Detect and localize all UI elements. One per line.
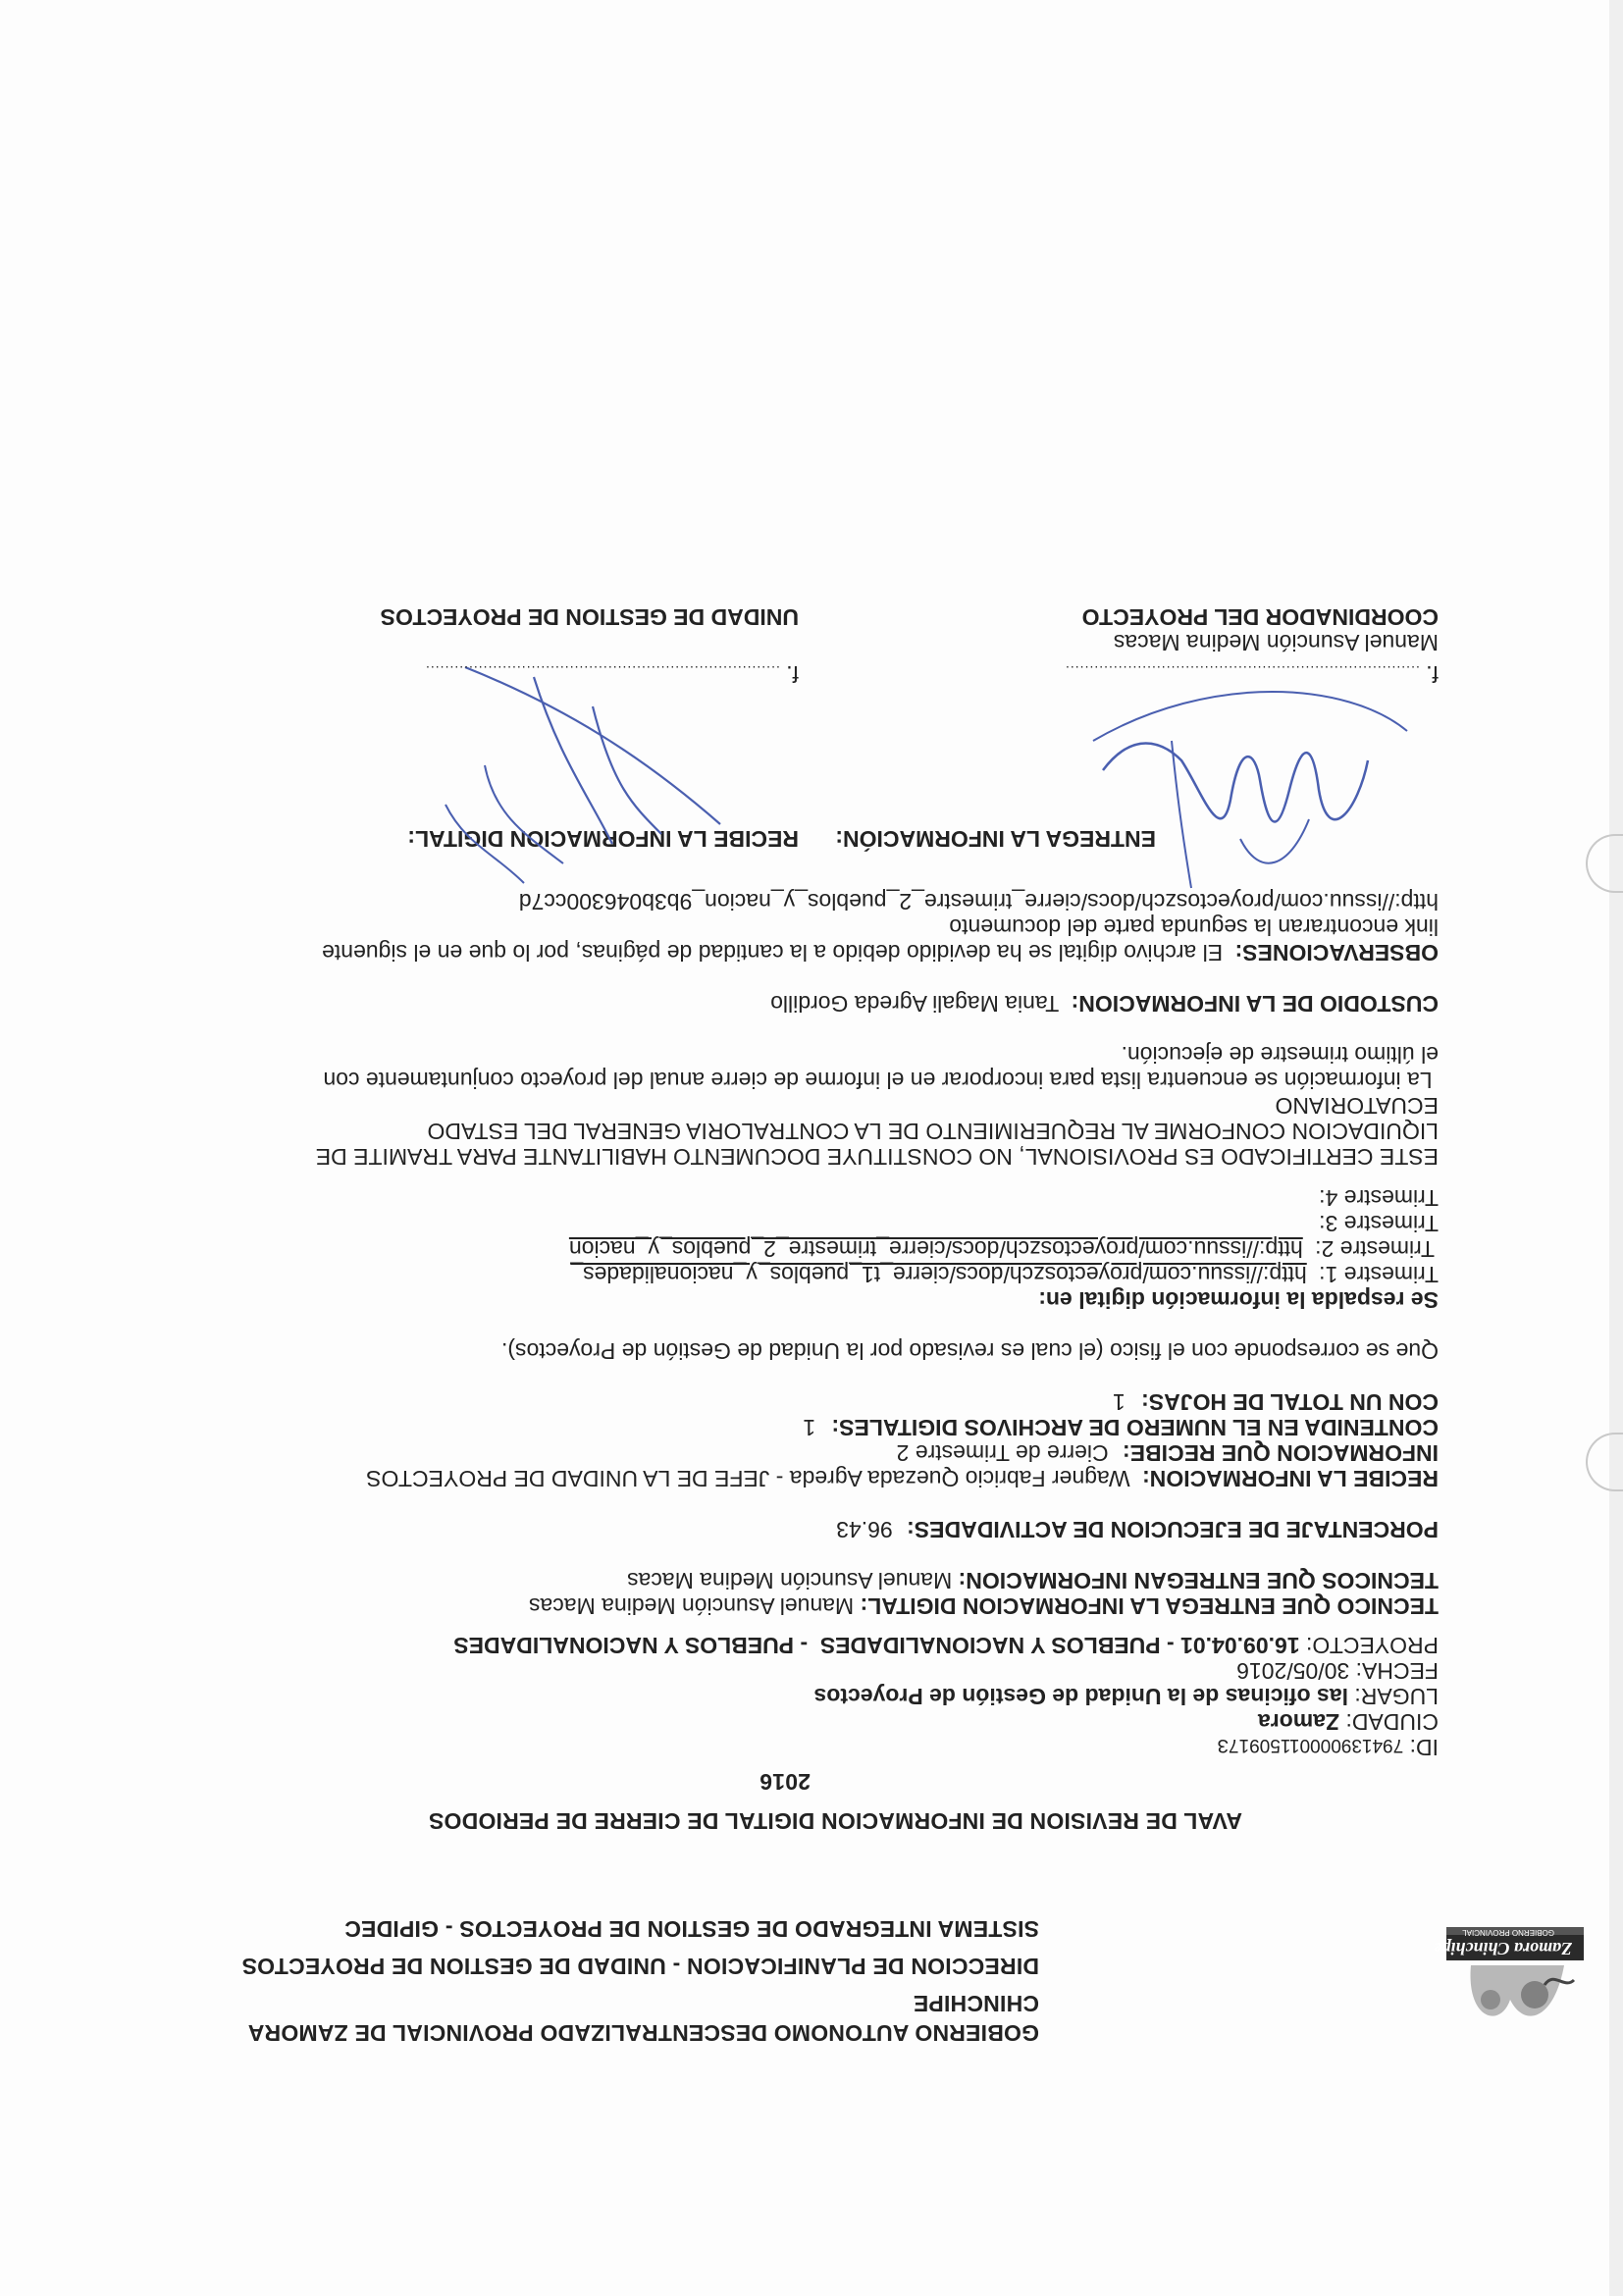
observaciones-row — [322, 940, 1439, 965]
tecnicos-value: Manuel Asunción Medina Macas — [627, 1568, 953, 1593]
custodio-label: CUSTODIO DE LA INFORMACION: — [1071, 991, 1439, 1017]
lugar-value: las oficinas de la Unidad de Gestión de Proyectos — [813, 1684, 1348, 1709]
tecnico-row — [529, 1593, 1439, 1619]
signature-left-icon — [1073, 652, 1427, 908]
ciudad-value: Zamora — [1257, 1709, 1340, 1735]
observaciones-line-2: link encontraran la segunda parte del documento — [949, 914, 1439, 940]
tecnicos-label: TECNICOS QUE ENTREGAN INFORMACION: — [958, 1568, 1439, 1593]
certificado-line-5: el último trimestre de ejecución. — [1121, 1042, 1439, 1068]
recibe-digital-heading: RECIBE LA INFORMACION DIGITAL: — [407, 826, 799, 852]
contenida-row — [803, 1415, 1439, 1440]
tecnico-label: TECNICO QUE ENTREGA LA INFORMACION DIGITAL: — [860, 1593, 1439, 1619]
trimestre-1-link[interactable]: http://issuu.com/proyectoszch/docs/cierre_t1_pueblos_y_nacionalidades_ — [570, 1262, 1307, 1287]
org-line-2: CHINCHIPE — [913, 1991, 1039, 2016]
trimestre-3-label: Trimestre 3: — [1319, 1211, 1439, 1236]
contenida-label: CONTENIDA EN EL NUMERO DE ARCHIVOS DIGITALES: — [831, 1415, 1439, 1440]
contenida-value: 1 — [803, 1415, 816, 1440]
ciudad-row — [1258, 1709, 1439, 1735]
info-row — [897, 1440, 1439, 1466]
provincial-logo — [1434, 1926, 1594, 2039]
custodio-row — [770, 991, 1439, 1017]
recibe-role: UNIDAD DE GESTION DE PROYECTOS — [380, 604, 799, 630]
hojas-value: 1 — [1112, 1389, 1126, 1415]
hojas-label: CON UN TOTAL DE HOJAS: — [1141, 1389, 1439, 1415]
ciudad-label: CIUDAD: — [1345, 1709, 1439, 1735]
f-right-label: f. — [786, 661, 799, 687]
id-row — [1218, 1732, 1439, 1760]
id-label: ID: — [1409, 1735, 1439, 1760]
punch-hole-bottom — [1586, 834, 1623, 893]
trimestre-1-row — [570, 1262, 1439, 1287]
fecha-row — [1236, 1658, 1439, 1684]
punch-hole-top — [1586, 1433, 1623, 1491]
recibe-value: Wagner Fabricio Quezada Agreda - JEFE DE LA UNIDAD DE PROYECTOS — [366, 1466, 1130, 1491]
signature-line-right — [425, 660, 799, 687]
tecnico-value: Manuel Asunción Medina Macas — [529, 1593, 855, 1619]
signature-line-left — [1065, 660, 1439, 687]
porcentaje-row — [836, 1517, 1439, 1542]
f-left-label: f. — [1426, 661, 1439, 687]
certificado-line-3: ECUATORIANO — [1275, 1093, 1439, 1119]
lugar-label: LUGAR: — [1354, 1684, 1439, 1709]
info-value: Cierre de Trimestre 2 — [896, 1440, 1109, 1466]
respaldo-heading: Se respalda la información digital en: — [1038, 1287, 1439, 1313]
proyecto-label: PROYECTO: — [1305, 1633, 1439, 1658]
entrega-name: Manuel Asunción Medina Macas — [1113, 630, 1439, 655]
fecha-value: 30/05/2016 — [1236, 1658, 1350, 1684]
certificado-line-1: ESTE CERTIFICADO ES PROVISIONAL, NO CONSTITUYE DOCUMENTO HABILITANTE PARA TRAMITE DE — [315, 1144, 1439, 1170]
observaciones-line-3: http://issuu.com/proyectoszch/docs/cierre_trimestre_2_pueblos_y_nacion_9b3b046300cc7d — [518, 889, 1439, 914]
porcentaje-label: PORCENTAJE DE EJECUCION DE ACTIVIDADES: — [907, 1517, 1439, 1542]
certificado-line-4: La información se encuentra lista para incorporar en el informe de cierre anual del proyecto conjuntamente con — [323, 1068, 1439, 1093]
entrega-role: COORDINADOR DEL PROYECTO — [1081, 604, 1439, 630]
trimestre-2-label: Trimestre 2: — [1315, 1236, 1435, 1262]
hojas-row — [1113, 1389, 1439, 1415]
trimestre-2-row — [569, 1236, 1439, 1262]
dots-left: .......................................................................... — [1064, 663, 1420, 679]
trimestre-4-label: Trimestre 4: — [1319, 1185, 1439, 1211]
org-line-4: SISTEMA INTEGRADO DE GESTION DE PROYECTOS - GIPIDEC — [344, 1916, 1039, 1942]
proyecto-row — [453, 1633, 1439, 1658]
corresponde-text: Que se corresponde con el fisico (el cual es revisado por la Unidad de Gestión de Proyectos). — [500, 1338, 1439, 1364]
custodio-value: Tania Magali Agreda Gordillo — [770, 991, 1060, 1017]
trimestre-4-row — [1319, 1185, 1439, 1211]
trimestre-3-row — [1319, 1211, 1439, 1236]
lugar-row — [813, 1684, 1439, 1709]
org-line-1: GOBIERNO AUTONOMO DESCENTRALIZADO PROVINCIAL DE ZAMORA — [247, 2020, 1039, 2046]
trimestre-2-link[interactable]: http://issuu.com/proyectoszch/docs/cierre_trimestre_2_pueblos_y_nacion — [568, 1236, 1303, 1262]
proyecto-value: 16.09.04.01 - PUEBLOS Y NACIONALIDADES - PUEBLOS Y NACIONALIDADES — [453, 1633, 1300, 1658]
entrega-heading: ENTREGA LA INFORMACIÓN: — [835, 826, 1156, 852]
trimestre-1-label: Trimestre 1: — [1319, 1262, 1439, 1287]
certificado-line-2: LIQUIDACION CONFORME AL REQUERIMIENTO DE LA CONTRALORIA GENERAL DEL ESTADO — [427, 1119, 1439, 1144]
porcentaje-value: 96.43 — [836, 1517, 893, 1542]
observaciones-line-1: El archivo digital se ha devidido debido a la cantidad de páginas, por lo que en el siguente — [322, 940, 1224, 965]
org-line-3: DIRECCION DE PLANIFICACION - UNIDAD DE GESTION DE PROYECTOS — [241, 1954, 1039, 1979]
id-value: 79413900001150917З — [1217, 1735, 1404, 1755]
document-year: 2016 — [759, 1769, 811, 1795]
observaciones-label: OBSERVACIONES: — [1234, 940, 1439, 965]
logo-text: Zamora Chinchipe — [1434, 1939, 1572, 1958]
dots-right: .......................................................................... — [424, 663, 780, 679]
recibe-label: RECIBE LA INFORMACION: — [1142, 1466, 1439, 1491]
info-label: INFORMACION QUE RECIBE: — [1123, 1440, 1439, 1466]
document-title: AVAL DE REVISION DE INFORMACION DIGITAL DE CIERRE DE PERIODOS — [428, 1808, 1242, 1834]
tecnicos-row — [627, 1568, 1439, 1593]
fecha-label: FECHA: — [1355, 1658, 1439, 1684]
logo-text-top: GOBIERNO PROVINCIAL — [1462, 1928, 1554, 1937]
recibe-row — [366, 1466, 1439, 1491]
